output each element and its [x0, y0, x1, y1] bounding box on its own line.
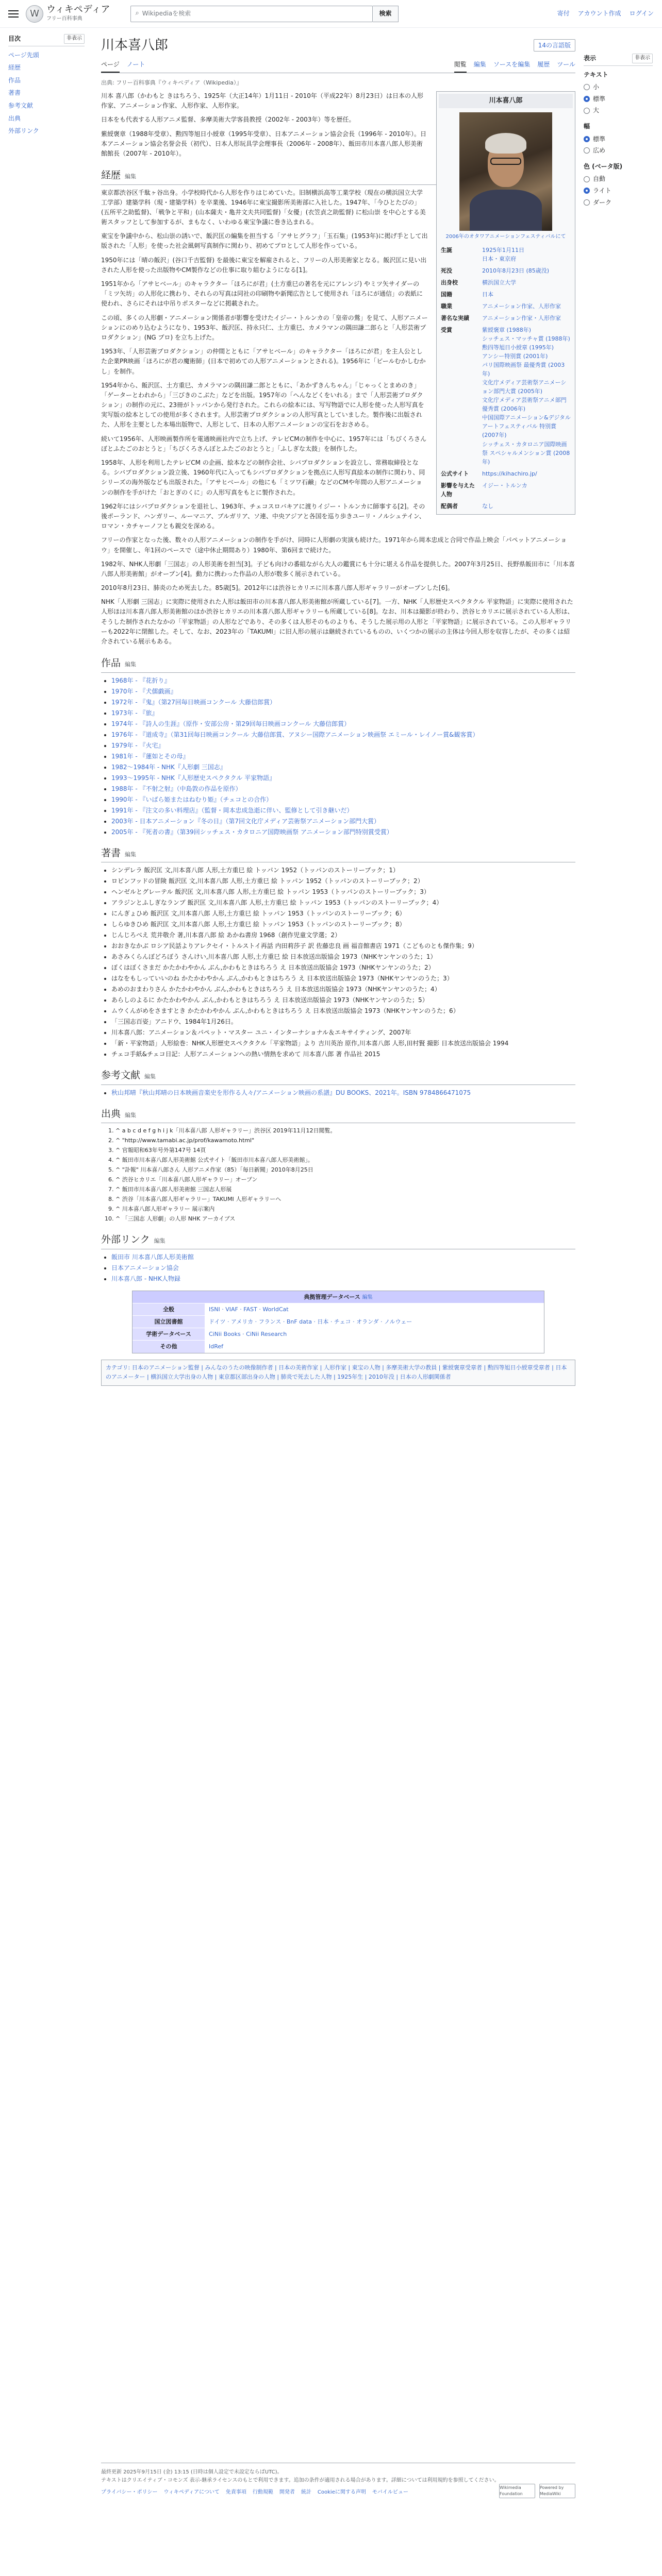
authority-label: その他 — [133, 1341, 205, 1353]
color-label: 色 (ベータ版) — [584, 162, 623, 170]
radio-button[interactable] — [584, 108, 590, 114]
appearance-sidebar — [580, 49, 657, 217]
radio-button[interactable] — [584, 96, 590, 102]
footer-link[interactable]: 免責事項 — [225, 2489, 246, 2495]
work-item-text[interactable]: 1973年 - 『旅』 — [111, 709, 158, 717]
book-item-text[interactable]: にんぎょひめ 飯沢匡 文,川本喜八郎 人形,土方重巳 絵 トッパン 1953（トッパンのストーリーブック；6） — [111, 910, 406, 918]
book-item-text[interactable]: はなをもしっていいのね かたかわやかん ぶん,かわもときはちろう え 日本放送出版協会 1973（NHKヤンヤンのうた；3） — [111, 975, 453, 982]
infobox-value — [480, 277, 573, 289]
reference-item — [115, 1146, 575, 1155]
last-updated: 最終更新 2025年9月15日 (金) 13:15 (日時は個人設定で未設定ならばUTC)。 — [101, 2469, 283, 2475]
authority-links[interactable]: IdRef — [205, 1341, 544, 1353]
footer-link[interactable]: ウィキペディアについて — [163, 2489, 220, 2495]
main-content — [101, 28, 575, 1392]
work-item-text[interactable]: 1979年 - 『火宅』 — [111, 741, 164, 749]
edit-link[interactable]: 編集 — [125, 661, 137, 668]
radio-option[interactable] — [584, 174, 653, 184]
radio-label: 大 — [593, 107, 600, 114]
authority-label: 学術データベース — [133, 1328, 205, 1341]
book-item — [111, 1028, 575, 1037]
reference-item — [115, 1205, 575, 1213]
toc-hide-button[interactable]: 非表示 — [64, 34, 85, 44]
radio-option[interactable] — [584, 94, 653, 104]
radio-option[interactable] — [584, 186, 653, 196]
appearance-hide-button[interactable]: 非表示 — [632, 54, 653, 63]
category-links[interactable]: カテゴリ: 日本のアニメーション監督 | みんなのうたの映像制作者 | 日本の美術作家 | 人形作家 | 東宝の人物 | 多摩美術大学の教員 | 紫綬褒章受章者 | 勲四等旭日小綬章受章者 | 日本のアニメーター | 横浜国立大学出身の人物 | 東京都区部出身の人物 | 肺炎で死去した人物 | 1925年生 | 2010年没 | 日本の人形劇関係者 — [101, 1360, 575, 1386]
infobox-row — [439, 324, 573, 468]
radio-label: 自動 — [593, 175, 606, 183]
radio-button[interactable] — [584, 147, 590, 154]
search-input[interactable]: ⌕ Wikipediaを検索 — [130, 6, 373, 22]
infobox-value-line[interactable]: 勲四等旭日小綬章 (1995年) — [482, 344, 554, 351]
work-item-text[interactable]: 2003年 - 日本アニメーション『冬の日』（第7回文化庁メディア芸術祭アニメーション部門大賞） — [111, 817, 380, 825]
infobox-row — [439, 265, 573, 277]
radio-label: 標準 — [593, 135, 606, 143]
career-paragraph: NHK「人形劇 三国志」に実際に使用された人形は飯田市の川本喜八郎人形美術館が所蔵している[7]。一方、NHK「人形歴史スペクタクル 平家物語」に実際に使用された人形ほは川本喜八郎人形美術館のほか渋谷ヒカリエの川本喜八郎人形ギャラリーも所蔵している[8]。なお、川本は撮影が終わり、渋谷ヒカリエに展示されている人形は、そうした制作されたなかの「平家物語」の人形などであり、その多くは人形そのものよりも、そうした展示用の人形と「平家物語」に展示されている。この人形ギャラリーも2022年に閉館した。そして、なお、2023年の「TAKUMI」に旧人形の展示は継続されているものの、いくつかの展示の主体は今回人形を収容したが、その多くは紹介されている展示もある。 — [101, 598, 574, 645]
intro-paragraph: 川本 喜八郎（かわもと きはちろう、1925年（大正14年）1月11日 - 2010年（平成22年）8月23日）は日本の人形作家、アニメーション作家、人形作家、人形作家。 — [101, 92, 424, 110]
book-item-text[interactable]: チェコ手紙&チェコ日記：人形アニメーションへの熱い情熱を求めて 川本喜八郎 著 作品社 2015 — [111, 1050, 380, 1058]
action-tab-3[interactable]: 履歴 — [537, 61, 550, 69]
footer-link[interactable]: プライバシー・ポリシー — [101, 2489, 158, 2495]
user-link[interactable]: アカウント作成 — [577, 10, 621, 18]
infobox — [436, 91, 575, 515]
work-item — [111, 719, 575, 728]
work-item — [111, 773, 575, 783]
toc-title: 目次 — [8, 35, 21, 42]
footer-link[interactable]: 行動規範 — [252, 2489, 273, 2495]
radio-option[interactable] — [584, 82, 653, 92]
infobox-value-line[interactable]: 横浜国立大学 — [482, 279, 516, 286]
tab-0[interactable]: ページ — [101, 58, 120, 73]
infobox-value — [480, 480, 573, 500]
book-item — [111, 866, 575, 875]
infobox-value-line[interactable]: 紫綬褒章 (1988年) — [482, 326, 532, 333]
work-item — [111, 730, 575, 739]
infobox-value-line[interactable]: 1925年1月11日 — [482, 246, 524, 253]
work-item-text[interactable]: 2005年 - 『死者の書』（第39回シッチェス・カタロニア国際映画祭 アニメーション部門特別賞受賞） — [111, 828, 393, 836]
authority-row — [133, 1341, 544, 1353]
infobox-row — [439, 300, 573, 312]
book-item-text[interactable]: あらしのよるに かたかわやかん ぶん,かわもときはちろう え 日本放送出版協会 1973（NHKヤンヤンのうた；5） — [111, 996, 428, 1004]
infobox-value-line[interactable]: シッチェス・マッチャ賞 (1988年) — [482, 335, 570, 342]
toc-item-label[interactable]: ページ先頭 — [8, 51, 39, 59]
books-list — [111, 866, 575, 1059]
main-menu-icon[interactable] — [8, 10, 19, 18]
work-item-text[interactable]: 1981年 - 『蓮如とその母』 — [111, 752, 189, 760]
infobox-value-line[interactable]: シッチェス・カタロニア国際映画祭 スペシャルメンション賞 (2008年) — [482, 440, 570, 465]
wikipedia-globe-icon: W — [26, 5, 43, 23]
page-tabs — [101, 58, 575, 73]
radio-option[interactable] — [584, 106, 653, 115]
reference-item — [115, 1175, 575, 1184]
work-item-text[interactable]: 1993〜1995年 - NHK『人形歴史スペクタクル 平家物語』 — [111, 774, 276, 782]
work-item — [111, 752, 575, 761]
career-paragraph: 続いて1956年、人形映画製作所を電通映画社内で立ち上げ、テレビCMの制作を中心に、1957年には「ちびくろさんぼとふたごのおとうと」「ちびくろさんぼとふたごのおとうと」「ふしぎな太鼓」を制作した。 — [101, 435, 427, 452]
user-links — [557, 9, 654, 19]
reference-item-text[interactable]: ^ 渋谷「川本喜八郎人形ギャラリー」TAKUMI 人形ギャラリーへ — [115, 1196, 282, 1203]
tab-1[interactable]: ノート — [126, 61, 145, 69]
external-link — [111, 1274, 575, 1283]
work-item — [111, 762, 575, 772]
infobox-value-line[interactable]: イジー・トルンカ — [482, 482, 527, 489]
book-item — [111, 952, 575, 961]
infobox-value-line[interactable]: なし — [482, 502, 493, 510]
career-paragraph: 2010年8月23日、肺炎のため死去した。85歳[5]。2012年には渋谷ヒカリエに川本喜八郎人形ギャラリーがオープンした[6]。 — [101, 584, 454, 592]
infobox-label: 影響を与えた人物 — [441, 482, 475, 498]
reference-item — [115, 1214, 575, 1223]
authority-links[interactable]: ISNI · VIAF · FAST · WorldCat — [205, 1303, 544, 1316]
reference-item-text[interactable]: ^ 川本喜八郎人形ギャラリー 展示案内 — [115, 1206, 215, 1213]
edit-link[interactable]: 編集 — [125, 851, 137, 858]
infobox-value — [480, 244, 573, 265]
intro-paragraph: 日本をも代表する人形アニメ監督、多摩美術大学客員教授（2002年 - 2003年）等を歴任。 — [101, 116, 355, 124]
radio-button[interactable] — [584, 84, 590, 90]
reference-item-text[interactable]: ^ 飯田市川本喜八郎人形美術館 三国志人形展 — [115, 1186, 232, 1193]
portrait-photo[interactable] — [459, 112, 552, 231]
work-item-text[interactable]: 1968年 - 『花折り』 — [111, 676, 171, 684]
authority-control — [132, 1291, 544, 1353]
infobox-value — [480, 300, 573, 312]
radio-label: 標準 — [593, 95, 606, 103]
book-item-text[interactable]: 「三国志百姿」アニドウ、1984年1月26日。 — [111, 1018, 237, 1026]
section-bibliography-heading: 参考文献 編集 — [101, 1068, 575, 1084]
edit-link[interactable]: 編集 — [144, 1073, 156, 1080]
book-item-text[interactable]: ぼくはぼくさまだ かたかわやかん ぶん,かわもときはちろう え 日本放送出版協会 1973（NHKヤンヤンのうた；2） — [111, 964, 435, 972]
career-paragraph: 東宝を争議中から、松山崇の誘いで、飯沢匡の編集を担当する「アサヒグラフ」「玉石集」(1953年)に掲げ手として出版された「人形」を使った社会風刺写真制作に関わり、初めてプロとして人形を作っている。 — [101, 232, 428, 250]
radio-label: 広め — [593, 147, 606, 155]
work-item-text[interactable]: 1988年 - 『不射之射』（中島敦の作品を原作） — [111, 785, 242, 792]
authority-row — [133, 1328, 544, 1341]
book-item — [111, 898, 575, 907]
infobox-label: 国籍 — [441, 291, 452, 298]
infobox-label: 配偶者 — [441, 502, 458, 510]
infobox-label: 著名な実績 — [441, 314, 469, 321]
radio-option[interactable] — [584, 134, 653, 144]
bibliography-item — [111, 1088, 575, 1097]
toc-item[interactable] — [8, 114, 85, 124]
book-item-text[interactable]: ムウくんがめをさますとき かたかわやかん ぶん,かわもときはちろう え 日本放送出版協会 1973（NHKヤンヤンのうた；6） — [111, 1007, 459, 1015]
career-paragraph: 1982年、NHK人形劇「三国志」の人形美術を担当[3]。子ども向けの番組ながら大人の鑑賞にも十分に堪える作品を提供した。2007年3月25日、長野県飯田市に「川本喜八郎人形美術館」がオープン[4]。動力に携わった作品の人形が数多く展示されている。 — [101, 560, 575, 578]
reference-item-text[interactable]: ^ "訃報" 川本喜八郎さん 人形アニメ作家（85）「毎日新聞」2010年8月25日 — [115, 1166, 313, 1174]
works-list — [111, 676, 575, 837]
work-item-text[interactable]: 1970年 - 『犬儒戯画』 — [111, 687, 177, 695]
infobox-row — [439, 480, 573, 500]
book-item-text[interactable]: 「新・平家物語」人形絵巻：NHK人形歴史スペクタクル「平家物語」より 吉川英治 原作,川本喜八郎 人形,田村賢 撮影 日本放送出版協会 1994 — [111, 1040, 509, 1047]
authority-links[interactable]: ドイツ · アメリカ · フランス · BnF data · 日本 · チェコ · オランダ · ノルウェー — [205, 1316, 544, 1328]
site-header — [0, 0, 662, 28]
career-paragraph: 東京都渋谷区千駄ヶ谷出身。小学校時代から人形を作りはじめていた。旧制横浜高等工業学校（現在の横浜国立大学工学部）建築学科（現・建築学科）を卒業後、1946年に東宝撮影所美術部に入社した。1947年、「今ひとたびの」(五所平之助監督)、「戦争と平和」(山本薩夫・亀井文夫共同監督)「女優」(衣笠貞之助監督) に松山崇 を中心とする美術スタッフとして参加するが、まもなく、いわゆる東宝争議に巻き込まれる。 — [101, 189, 426, 226]
radio-button[interactable] — [584, 199, 590, 206]
infobox-value — [480, 324, 573, 468]
radio-option[interactable] — [584, 146, 653, 156]
footer-link[interactable]: 開発者 — [279, 2489, 295, 2495]
user-link[interactable]: 寄付 — [557, 10, 570, 18]
book-item-text[interactable]: じんじろべえ 荒井敬介 著,川本喜八郎 絵 あかね書房 1968（創作児童文学選；2） — [111, 931, 341, 939]
page-title: 川本喜八郎 — [101, 38, 169, 53]
authority-edit-link[interactable]: 編集 — [362, 1294, 373, 1300]
external-link — [111, 1263, 575, 1273]
toc-item[interactable] — [8, 50, 85, 60]
toc-item-label[interactable]: 出典 — [8, 114, 21, 122]
search-icon: ⌕ — [135, 9, 139, 18]
reference-item — [115, 1156, 575, 1164]
work-item-text[interactable]: 1991年 - 『注文の多い料理店』（監督・岡本忠成急逝に伴い、監修として引き継いだ） — [111, 806, 353, 814]
infobox-value-line[interactable]: 日本・東京府 — [482, 255, 516, 262]
infobox-label: 職業 — [441, 302, 452, 310]
book-item-text[interactable]: おおきなかぶ ロシア民話よりアレクセイ・トルストイ再話 内田莉莎子 訳 佐藤忠良 画 福音館書店 1971（こどものとも傑作集；9） — [111, 942, 478, 950]
reference-item — [115, 1126, 575, 1135]
radio-option[interactable] — [584, 198, 653, 208]
external-link-text[interactable]: 川本喜八郎 - NHK人物録 — [111, 1275, 180, 1282]
book-item — [111, 876, 575, 886]
infobox-value-line[interactable]: https://kihachiro.jp/ — [482, 470, 537, 477]
infobox-value-line[interactable]: アンシー特別賞 (2001年) — [482, 353, 548, 360]
infobox-label: 出身校 — [441, 279, 458, 286]
reference-item-text[interactable]: ^ a b c d e f g h i j k「川本喜八郎 人形ギャラリー」渋谷区 2019年11月12日閲覧。 — [115, 1127, 336, 1134]
infobox-value — [480, 468, 573, 480]
radio-label: ライト — [593, 187, 611, 194]
infobox-value-line[interactable]: アニメーション作家・人形作家 — [482, 314, 561, 321]
work-item-text[interactable]: 1976年 - 『道成寺』（第31回毎日映画コンクール 大藤信郎賞、アヌシー国際アニメーション映画祭 エミール・レイノー賞&観客賞） — [111, 731, 479, 738]
infobox-row — [439, 244, 573, 265]
external-link-text[interactable]: 日本アニメーション協会 — [111, 1264, 179, 1272]
career-paragraph: 1962年にはシバプロダクションを退社し、1963年、チェコスロバキアに渡りイジー・トルンカに師事する[2]。その後ポーランド、ハンガリー、ルーマニア、ブルガリア、ソ連、中央アジアと各国を巡り歩きユーリ・ノルシュテイン、ロマン・カチャーノフとも親交を深める。 — [101, 502, 425, 530]
footer-link[interactable]: Cookieに関する声明 — [317, 2489, 366, 2495]
reference-item — [115, 1136, 575, 1145]
footer — [101, 2463, 575, 2497]
external-links-list — [111, 1252, 575, 1283]
page-title-row — [101, 35, 575, 56]
infobox-value-line[interactable]: 文化庁メディア芸術祭アニメ部門優秀賞 (2006年) — [482, 397, 567, 413]
edit-link[interactable]: 編集 — [154, 1238, 166, 1245]
career-paragraph: 1954年から、飯沢匡、土方重巳、カメラマンの隅田謙二郎とともに、「あかずきんちゃん」「じゃっくとまめのき」「ゲーターとわれから」「三びきのこぶた」などを出版。1957年の「へんなどくをいれる」まで「人形芸術プロダクション」の制作の元に、23冊がトッパンから発行された。これらの絵本には、写写物語でに人形を使った人形写真を実写版の絵本としての使用が多くされます。人形芸術プロダクションの人形写真としていました。製作後に出版された、人形を主要とした本場出版物で、人形として、日本の人形アニメーションの宝石をおさめる。 — [101, 381, 424, 429]
reference-item-text[interactable]: ^ 官報昭和63年号外第147号 14頁 — [115, 1147, 206, 1154]
reference-item-text[interactable]: ^ 「三国志 人形劇」の人形 NHK アーカイブス — [115, 1215, 236, 1223]
work-item — [111, 676, 575, 685]
width-label: 幅 — [584, 122, 590, 130]
toc-item-label[interactable]: 経歴 — [8, 64, 21, 72]
footer-badge[interactable]: Wikimedia Foundation — [499, 2484, 535, 2498]
book-item — [111, 1049, 575, 1059]
work-item — [111, 687, 575, 696]
reference-item — [115, 1165, 575, 1174]
career-paragraph: この頃、多くの人形劇・アニメーション関係者が影響を受けたイジー・トルンカの「皇帝の鶯」を見て、人形アニメーションにのめり込むようになり、1953年、飯沢匡、持永只仁、土方重巳、カメラマンの隅田謙二郎らと「人形芸術プロダクション」(NG プロ) を立ち上げた。 — [101, 314, 428, 341]
footer-badge[interactable]: Powered by MediaWiki — [539, 2484, 575, 2498]
book-item-text[interactable]: アラジンとふしぎなランプ 飯沢匡 文,川本喜八郎 人形,土方重巳 絵 トッパン 1953（トッパンのストーリーブック；4） — [111, 899, 443, 907]
work-item — [111, 741, 575, 750]
infobox-label: 受賞 — [441, 326, 452, 333]
work-item-text[interactable]: 1974年 - 『詩人の生涯』（原作・安部公房・第29回毎日映画コンクール 大藤信郎賞） — [111, 720, 351, 727]
infobox-label: 生誕 — [441, 246, 452, 253]
infobox-row — [439, 289, 573, 300]
infobox-value-line[interactable]: 文化庁メディア芸術祭アニメーション部門大賞 (2005年) — [482, 379, 567, 395]
infobox-row — [439, 468, 573, 480]
infobox-row — [439, 277, 573, 289]
site-logo[interactable] — [26, 5, 110, 23]
license-text: テキストはクリエイティブ・コモンズ 表示-継承ライセンスのもとで利用できます。追加の条件が適用される場合があります。詳細については利用規約を参照してください。 — [101, 2477, 500, 2483]
work-item — [111, 827, 575, 837]
book-item — [111, 1006, 575, 1015]
book-item — [111, 887, 575, 896]
infobox-value-line[interactable]: 2010年8月23日 (85歳没) — [482, 267, 550, 274]
infobox-value — [480, 265, 573, 277]
section-works-heading: 作品 編集 — [101, 656, 575, 672]
authority-row — [133, 1316, 544, 1328]
references-list — [115, 1126, 575, 1223]
radio-button[interactable] — [584, 136, 590, 142]
book-item — [111, 920, 575, 929]
action-tab-2[interactable]: ソースを編集 — [493, 61, 531, 69]
search-button[interactable]: 検索 — [373, 6, 398, 22]
radio-label: ダーク — [593, 198, 612, 206]
infobox-value-line[interactable]: パリ国際映画祭 最優秀賞 (2003年) — [482, 362, 565, 378]
toc-sidebar — [0, 28, 93, 145]
work-item — [111, 817, 575, 826]
external-link-text[interactable]: 飯田市 川本喜八郎人形美術館 — [111, 1253, 194, 1261]
authority-label: 国立図書館 — [133, 1316, 205, 1328]
career-paragraph: 1953年、「人形芸術プロダクション」の仲間とともに「アサヒベール」のキャラクター「ほろにが君」を主人公とした企業PR映画「ほろにが君の魔術師」(日本で初めての人形アニメーションとされる)。1956年に「ビールむかしむかし」を制作。 — [101, 348, 426, 375]
section-career-heading: 経歴 編集 — [101, 168, 575, 184]
edit-link[interactable]: 編集 — [125, 1111, 137, 1118]
toc-item[interactable] — [8, 63, 85, 73]
book-item — [111, 974, 575, 983]
infobox-label: 死没 — [441, 267, 452, 274]
work-item-text[interactable]: 1972年 - 『鬼』（第27回毎日映画コンクール 大藤信郎賞） — [111, 698, 276, 706]
toc-item-label[interactable]: 参考文献 — [8, 101, 34, 109]
work-item — [111, 784, 575, 793]
section-notes-heading: 出典 編集 — [101, 1107, 575, 1123]
footer-link[interactable]: モバイルビュー — [372, 2489, 408, 2495]
book-item-text[interactable]: 川本喜八郎：アニメーション＆パペット・マスター ユニ・インターナショナル＆エキサイティング、2007年 — [111, 1029, 411, 1037]
book-item — [111, 1039, 575, 1048]
infobox-value-line[interactable]: 中国国際アニメーション&デジタルアートフェスティバル 特別賞 (2007年) — [482, 414, 571, 439]
infobox-row — [439, 312, 573, 324]
radio-label: 小 — [593, 83, 600, 91]
toc-item-label[interactable]: 外部リンク — [8, 127, 39, 135]
book-item-text[interactable]: ヘンゼルとグレーテル 飯沢匡 文,川本喜八郎 人形,土方重巳 絵 トッパン 1953（トッパンのストーリーブック；3） — [111, 888, 430, 896]
authority-label: 全般 — [133, 1303, 205, 1316]
reference-item-text[interactable]: ^ 渋谷ヒカリエ「川本喜八郎人形ギャラリー」オープン — [115, 1176, 258, 1183]
book-item — [111, 985, 575, 994]
infobox-value-line[interactable]: アニメーション作家、人形作家 — [482, 302, 561, 310]
book-item — [111, 963, 575, 972]
footer-link[interactable]: 統計 — [301, 2489, 311, 2495]
external-link — [111, 1252, 575, 1262]
authority-links[interactable]: CiNii Books · CiNii Research — [205, 1328, 544, 1341]
appearance-title: 表示 — [584, 55, 597, 62]
infobox-title: 川本喜八郎 — [439, 94, 573, 108]
toc-item[interactable] — [8, 76, 85, 86]
infobox-value — [480, 312, 573, 324]
action-tab-4[interactable]: ツール — [557, 61, 575, 69]
section-external-links-heading: 外部リンク 編集 — [101, 1232, 575, 1249]
language-button[interactable]: 14の言語版 — [534, 39, 575, 52]
reference-item-text[interactable]: ^ 飯田市川本喜八郎人形美術館 公式サイト「飯田市川本喜八郎人形美術館」。 — [115, 1157, 313, 1164]
bibliography-list — [111, 1088, 575, 1097]
career-paragraph: フリーの作家となった後、数々の人形アニメーションの制作を手がけ、同時に人形劇の実演も続けた。1971年から岡本忠成と合同で作品上映会「パペットアニメーショウ」を開催し、年1回のペースで（途中休止期間あり）1980年、第6回まで続けた。 — [101, 536, 567, 554]
authority-title: 典拠管理データベース — [304, 1293, 360, 1300]
book-item-text[interactable]: ロビンフッドの冒険 飯沢匡 文,川本喜八郎 人形,土方重巳 絵 トッパン 1952（トッパンのストーリーブック；2） — [111, 877, 424, 885]
book-item — [111, 995, 575, 1005]
toc-item-label[interactable]: 作品 — [8, 76, 21, 84]
infobox-value — [480, 289, 573, 300]
toc-item[interactable] — [8, 126, 85, 136]
radio-button[interactable] — [584, 176, 590, 182]
authority-row — [133, 1303, 544, 1316]
book-item-text[interactable]: シンデレラ 飯沢匡 文,川本喜八郎 人形,土方重巳 絵 トッパン 1952（トッパンのストーリーブック；1） — [111, 867, 399, 874]
section-books-heading: 著書 編集 — [101, 846, 575, 862]
infobox-label: 公式サイト — [441, 470, 469, 477]
toc-item[interactable] — [8, 101, 85, 111]
text-size-label: テキスト — [584, 71, 608, 78]
infobox-row — [439, 500, 573, 512]
book-item-text[interactable]: あめのおまわりさん かたかわやかん ぶん,かわもときはちろう え 日本放送出版協会 1973（NHKヤンヤンのうた；4） — [111, 986, 441, 993]
logo-title: ウィキペディア — [46, 4, 110, 15]
reference-item-text[interactable]: ^ "http://www.tamabi.ac.jp/prof/kawamoto.html" — [115, 1137, 255, 1144]
book-item — [111, 930, 575, 940]
bibliography-item-text[interactable]: 秋山邦晴『秋山邦晴の日本映画音楽史を形作る人々/アニメーション映画の系譜』DU BOOKS、2021年。ISBN 9784866471075 — [111, 1089, 471, 1096]
career-paragraph: 1950年には「晴の飯沢」(谷口千吉監督) を最後に東宝を解雇されると、フリーの人形美術家となる。飯沢匡に見い出された人形を使った出版物やCM製作などの仕事に取り組むようになる[1]。 — [101, 256, 427, 274]
infobox-value — [480, 500, 573, 512]
action-tab-1[interactable]: 編集 — [473, 61, 486, 69]
edit-link[interactable]: 編集 — [125, 173, 137, 180]
reference-item — [115, 1185, 575, 1194]
book-item — [111, 941, 575, 951]
career-paragraph: 1951年から「アサヒベール」のキャラクター「ほろにが君」(土方重巳の著名を元にアレンジ) やミツ矢サイダーの「ミツ矢坊」の人形化に携わり、それらの写真は同社の印刷物や新聞広告として使用され「ほろにが通信」の表紙に使われ、さらにそれは中吊りポスターなどに掲載された。 — [101, 280, 423, 308]
action-tab-0[interactable]: 閲覧 — [454, 58, 467, 73]
book-item-text[interactable]: しらゆきひめ 飯沢匡 文,川本喜八郎 人形,土方重巳 絵 トッパン 1953（トッパンのストーリーブック；8） — [111, 921, 406, 928]
photo-caption[interactable]: 2006年のオタワアニメーションフェスティバルにて — [445, 234, 566, 240]
work-item-text[interactable]: 1982〜1984年 - NHK『人形劇 三国志』 — [111, 763, 226, 771]
work-item-text[interactable]: 1990年 - 『いばら姫またはねむり姫』（チェコとの合作） — [111, 795, 273, 803]
book-item — [111, 909, 575, 918]
book-item-text[interactable]: あさみくらんぼどろぼう さんけい,川本喜八郎 人形,土方重巳 絵 日本放送出版協会 1973（NHKヤンヤンのうた；1） — [111, 953, 437, 961]
logo-subtitle: フリー百科事典 — [46, 15, 82, 22]
toc-item-label[interactable]: 著書 — [8, 89, 21, 97]
from-wikipedia: 出典: フリー百科事典『ウィキペディア（Wikipedia）』 — [101, 79, 242, 86]
work-item — [111, 806, 575, 815]
career-paragraph: 1958年、人形を利用したテレビCM の企画、絵本などの制作会社、シバプロダクションを設立し、常務取締役となる。シバプロダクション設立後、1960年代に入ってもシバプロダクションを拠点に人形写真絵本の制作に関わり、同シリーズの海外版なども出版された。「アサヒベール」の他にも「ミツワ石鹸」などのCMや年間の人形アニメーションの制作を手がけた「おとぎのくに」の人形写真をもとに製作された。 — [101, 459, 425, 496]
intro-paragraph: 紫綬褒章（1988年受章）、勲四等旭日小綬章（1995年受章）、日本アニメーション協会会長（1996年 - 2010年）。日本アニメーション協会名誉会長（初代）、日本人形玩具学会理事長（2006年 - 2008年）、飯田市川本喜八郎人形美術館館長（2007年 - 2010年）。 — [101, 130, 427, 157]
user-link[interactable]: ログイン — [629, 10, 654, 18]
radio-button[interactable] — [584, 188, 590, 194]
infobox-value-line[interactable]: 日本 — [482, 291, 493, 298]
book-item — [111, 1017, 575, 1026]
work-item — [111, 698, 575, 707]
reference-item — [115, 1195, 575, 1204]
toc-item[interactable] — [8, 88, 85, 98]
work-item — [111, 795, 575, 804]
work-item — [111, 708, 575, 718]
